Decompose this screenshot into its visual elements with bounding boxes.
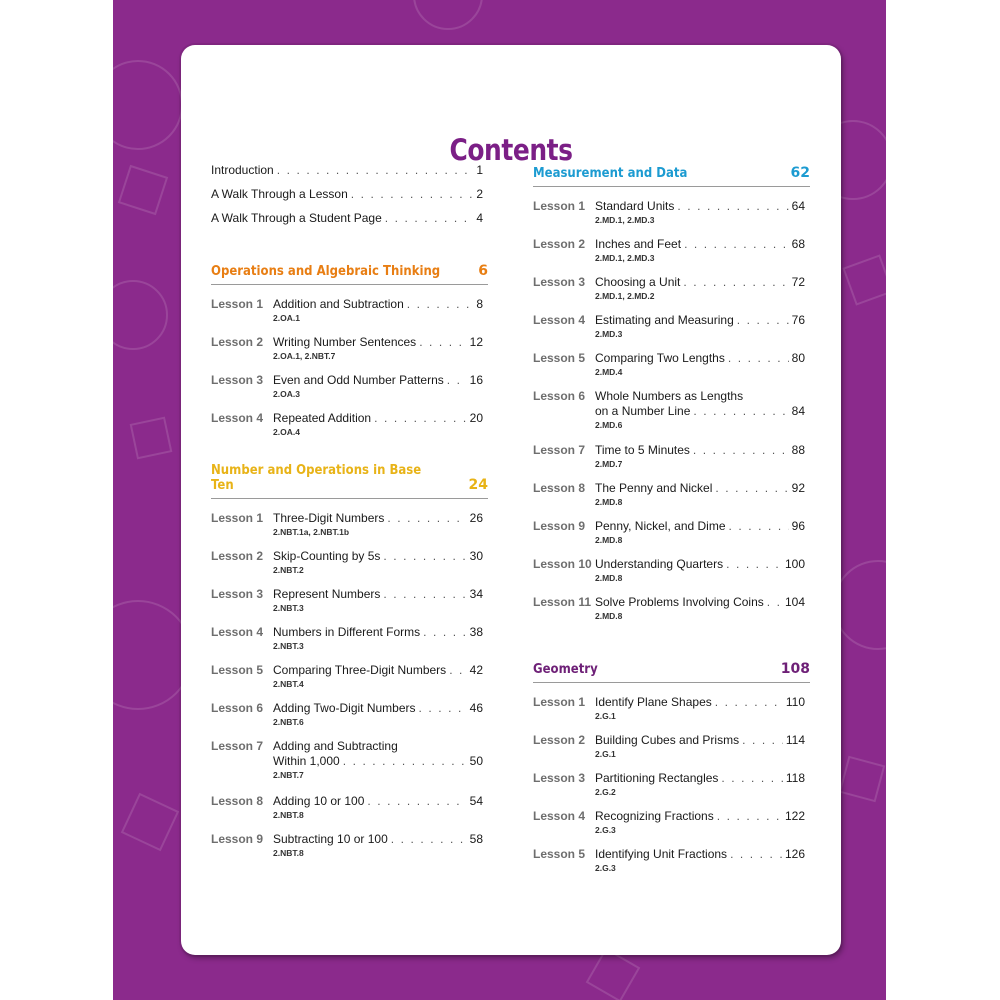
lesson-title-line xyxy=(595,557,805,572)
decorative-square-shape xyxy=(842,254,886,305)
lesson-page-number: 38 xyxy=(469,625,483,639)
lesson-text xyxy=(273,794,483,821)
lesson-standards: 2.MD.1, 2.MD.3 xyxy=(595,253,655,263)
lesson-text xyxy=(595,481,805,508)
lesson-text xyxy=(595,199,805,226)
lesson-page-number: 8 xyxy=(476,297,483,311)
lesson-title-line xyxy=(273,335,483,350)
dot-leader xyxy=(374,411,467,426)
lesson-number: Lesson 2 xyxy=(211,549,264,563)
lesson-title: Adding Two-Digit Numbers xyxy=(273,701,416,715)
lesson-title: Comparing Three-Digit Numbers xyxy=(273,663,447,677)
dot-leader xyxy=(683,275,788,290)
dot-leader xyxy=(677,199,788,214)
lesson-title: Building Cubes and Prisms xyxy=(595,733,740,747)
lesson-text xyxy=(273,832,483,859)
lesson-page-number: 126 xyxy=(784,847,805,861)
dot-leader xyxy=(387,511,466,526)
lesson-page-number: 114 xyxy=(785,733,805,747)
dot-leader xyxy=(423,625,466,640)
lesson-text xyxy=(595,557,805,584)
lesson-title: Subtracting 10 or 100 xyxy=(273,832,388,846)
lesson-standards: 2.MD.3 xyxy=(595,329,623,339)
dot-leader xyxy=(728,351,789,366)
lesson-page-number: 42 xyxy=(469,663,483,677)
lesson-title-line xyxy=(595,199,805,214)
lesson-standards: 2.MD.4 xyxy=(595,367,623,377)
dot-leader xyxy=(419,701,467,716)
toc-entry-walk-through-lesson[interactable]: A Walk Through a Lesson . . . 2 xyxy=(211,187,483,202)
lesson-title: Recognizing Fractions xyxy=(595,809,714,823)
lesson-page-number: 110 xyxy=(785,695,805,709)
lesson-standards: 2.G.3 xyxy=(595,863,616,873)
dot-leader xyxy=(693,404,788,419)
lesson-title: Three-Digit Numbers xyxy=(273,511,385,525)
lesson-standards: 2.NBT.3 xyxy=(273,641,304,651)
lesson-page-number: 100 xyxy=(784,557,805,571)
lesson-title-line xyxy=(273,832,483,847)
lesson-number: Lesson 4 xyxy=(211,625,264,639)
lesson-title: Repeated Addition xyxy=(273,411,372,425)
lesson-number: Lesson 4 xyxy=(211,411,264,425)
lesson-title: Identify Plane Shapes xyxy=(595,695,712,709)
lesson-text xyxy=(595,313,805,340)
lesson-standards: 2.NBT.7 xyxy=(273,770,304,780)
lesson-title: Standard Units xyxy=(595,199,675,213)
decorative-square-shape xyxy=(586,948,641,1000)
dot-leader xyxy=(684,237,789,252)
lesson-number: Lesson 6 xyxy=(533,389,586,403)
lesson-page-number: 80 xyxy=(791,351,805,365)
lesson-number: Lesson 4 xyxy=(533,313,586,327)
lesson-page-number: 72 xyxy=(791,275,805,289)
lesson-title-line xyxy=(595,595,805,610)
lesson-page-number: 122 xyxy=(784,809,805,823)
dot-leader xyxy=(385,211,474,226)
decorative-circle-shape xyxy=(113,280,168,350)
lesson-title: Writing Number Sentences xyxy=(273,335,417,349)
dot-leader xyxy=(407,297,474,312)
lesson-text xyxy=(595,443,805,470)
lesson-number: Lesson 3 xyxy=(211,587,264,601)
lesson-page-number: 12 xyxy=(469,335,483,349)
lesson-number: Lesson 1 xyxy=(211,297,264,311)
lesson-text xyxy=(595,771,805,798)
lesson-standards: 2.G.1 xyxy=(595,711,616,721)
lesson-number: Lesson 2 xyxy=(533,237,586,251)
lesson-standards: 2.MD.1, 2.MD.2 xyxy=(595,291,655,301)
lesson-text xyxy=(273,411,483,438)
lesson-text xyxy=(595,237,805,264)
lesson-standards: 2.MD.6 xyxy=(595,420,623,430)
lesson-number: Lesson 1 xyxy=(533,695,586,709)
lesson-standards: 2.G.2 xyxy=(595,787,616,797)
lesson-title-line xyxy=(273,511,483,526)
dot-leader xyxy=(277,163,474,178)
lesson-standards: 2.MD.8 xyxy=(595,611,623,621)
lesson-page-number: 20 xyxy=(469,411,483,425)
lesson-number: Lesson 3 xyxy=(533,275,586,289)
lesson-title: Time to 5 Minutes xyxy=(595,443,690,457)
lesson-standards: 2.MD.8 xyxy=(595,573,623,583)
lesson-title: Skip-Counting by 5s xyxy=(273,549,381,563)
lesson-title-line xyxy=(595,313,805,328)
toc-entry-introduction[interactable]: Introduction . . . 1 xyxy=(211,163,483,178)
lesson-standards: 2.NBT.2 xyxy=(273,565,304,575)
lesson-title-line xyxy=(595,695,805,710)
lesson-page-number: 50 xyxy=(469,754,483,768)
dot-leader xyxy=(449,663,466,678)
lesson-page-number: 88 xyxy=(791,443,805,457)
lesson-title: Identifying Unit Fractions xyxy=(595,847,728,861)
lesson-title: Addition and Subtraction xyxy=(273,297,404,311)
lesson-title-line1: Adding and Subtracting xyxy=(273,739,398,753)
lesson-text xyxy=(595,809,805,836)
lesson-standards: 2.MD.1, 2.MD.3 xyxy=(595,215,655,225)
dot-leader xyxy=(730,847,782,862)
lesson-title: Estimating and Measuring xyxy=(595,313,734,327)
lesson-title: on a Number Line xyxy=(595,404,691,418)
lesson-title: Understanding Quarters xyxy=(595,557,724,571)
toc-entry-walk-through-student-page[interactable]: A Walk Through a Student Page . . . 4 xyxy=(211,211,483,226)
lesson-number: Lesson 2 xyxy=(533,733,586,747)
decorative-square-shape xyxy=(121,793,179,851)
dot-leader xyxy=(383,549,466,564)
dot-leader xyxy=(742,733,783,748)
lesson-page-number: 96 xyxy=(791,519,805,533)
lesson-standards: 2.OA.3 xyxy=(273,389,300,399)
dot-leader xyxy=(383,587,466,602)
lesson-number: Lesson 1 xyxy=(211,511,264,525)
lesson-text xyxy=(273,701,483,728)
section-heading-geometry[interactable]: Geometry 108 xyxy=(533,659,810,683)
lesson-title-line xyxy=(273,549,483,564)
lesson-text xyxy=(595,595,805,622)
section-heading-base-ten[interactable]: Number and Operations in Base Ten 24 xyxy=(211,475,488,499)
lesson-title: Comparing Two Lengths xyxy=(595,351,725,365)
lesson-standards: 2.NBT.3 xyxy=(273,603,304,613)
lesson-title-line xyxy=(273,794,483,809)
decorative-circle-shape xyxy=(113,60,183,150)
lesson-title-line xyxy=(273,625,483,640)
lesson-title-line xyxy=(595,519,805,534)
dot-leader xyxy=(447,373,467,388)
lesson-page-number: 34 xyxy=(469,587,483,601)
lesson-title-line xyxy=(273,373,483,388)
lesson-text xyxy=(273,663,483,690)
lesson-text xyxy=(273,549,483,576)
lesson-text xyxy=(273,297,483,324)
lesson-title-line xyxy=(595,351,805,366)
lesson-text xyxy=(595,695,805,722)
lesson-title-line xyxy=(595,481,805,496)
lesson-number: Lesson 8 xyxy=(533,481,586,495)
lesson-standards: 2.OA.1 xyxy=(273,313,300,323)
lesson-page-number: 118 xyxy=(785,771,805,785)
lesson-page-number: 68 xyxy=(791,237,805,251)
lesson-standards: 2.OA.4 xyxy=(273,427,300,437)
lesson-title-line xyxy=(595,237,805,252)
lesson-number: Lesson 3 xyxy=(211,373,264,387)
lesson-standards: 2.MD.7 xyxy=(595,459,623,469)
lesson-number: Lesson 7 xyxy=(533,443,586,457)
dot-leader xyxy=(715,481,788,496)
lesson-title: Choosing a Unit xyxy=(595,275,681,289)
lesson-number: Lesson 1 xyxy=(533,199,586,213)
dot-leader xyxy=(729,519,789,534)
dot-leader xyxy=(726,557,782,572)
lesson-title-line xyxy=(595,771,805,786)
lesson-title: Even and Odd Number Patterns xyxy=(273,373,444,387)
lesson-title-line xyxy=(273,587,483,602)
dot-leader xyxy=(715,695,783,710)
dot-leader xyxy=(351,187,474,202)
lesson-text xyxy=(595,733,805,760)
lesson-title: Numbers in Different Forms xyxy=(273,625,421,639)
lesson-page-number: 84 xyxy=(791,404,805,418)
lesson-standards: 2.NBT.4 xyxy=(273,679,304,689)
dot-leader xyxy=(367,794,466,809)
decorative-square-shape xyxy=(130,417,173,460)
section-heading-operations[interactable]: Operations and Algebraic Thinking 6 xyxy=(211,261,488,285)
lesson-title-line xyxy=(273,411,483,426)
section-heading-measurement[interactable]: Measurement and Data 62 xyxy=(533,163,810,187)
dot-leader xyxy=(419,335,466,350)
lesson-number: Lesson 9 xyxy=(533,519,586,533)
lesson-standards: 2.NBT.6 xyxy=(273,717,304,727)
lesson-title: The Penny and Nickel xyxy=(595,481,713,495)
lesson-text xyxy=(273,587,483,614)
dot-leader xyxy=(767,595,782,610)
lesson-title-line xyxy=(273,297,483,312)
lesson-text xyxy=(595,519,805,546)
page-title: Contents xyxy=(449,133,573,167)
lesson-title: Adding 10 or 100 xyxy=(273,794,365,808)
lesson-number: Lesson 5 xyxy=(533,847,586,861)
lesson-title-line xyxy=(595,404,805,419)
lesson-number: Lesson 5 xyxy=(533,351,586,365)
lesson-text xyxy=(595,275,805,302)
lesson-number: Lesson 11 xyxy=(533,595,592,609)
dot-leader xyxy=(717,809,782,824)
dot-leader xyxy=(721,771,782,786)
lesson-title-line xyxy=(595,809,805,824)
lesson-page-number: 58 xyxy=(469,832,483,846)
dot-leader xyxy=(391,832,467,847)
dot-leader xyxy=(693,443,789,458)
lesson-number: Lesson 3 xyxy=(533,771,586,785)
lesson-standards: 2.G.3 xyxy=(595,825,616,835)
lesson-title: Within 1,000 xyxy=(273,754,340,768)
lesson-title: Solve Problems Involving Coins xyxy=(595,595,764,609)
lesson-text xyxy=(595,847,805,874)
lesson-text xyxy=(273,335,483,362)
lesson-text xyxy=(273,625,483,652)
lesson-page-number: 76 xyxy=(791,313,805,327)
lesson-title-line xyxy=(273,663,483,678)
lesson-page-number: 92 xyxy=(791,481,805,495)
lesson-text xyxy=(595,351,805,378)
lesson-number: Lesson 5 xyxy=(211,663,264,677)
decorative-circle-shape xyxy=(413,0,483,30)
decorative-square-shape xyxy=(118,165,168,215)
lesson-text xyxy=(273,373,483,400)
lesson-title: Represent Numbers xyxy=(273,587,381,601)
lesson-page-number: 54 xyxy=(469,794,483,808)
lesson-page-number: 16 xyxy=(469,373,483,387)
lesson-standards: 2.MD.8 xyxy=(595,497,623,507)
lesson-standards: 2.G.1 xyxy=(595,749,616,759)
decorative-square-shape xyxy=(839,756,886,803)
lesson-number: Lesson 4 xyxy=(533,809,586,823)
lesson-standards: 2.MD.8 xyxy=(595,535,623,545)
lesson-number: Lesson 7 xyxy=(211,739,264,753)
lesson-standards: 2.NBT.1a, 2.NBT.1b xyxy=(273,527,350,537)
lesson-page-number: 64 xyxy=(791,199,805,213)
lesson-title-line xyxy=(595,275,805,290)
lesson-title-line xyxy=(273,754,483,769)
lesson-number: Lesson 8 xyxy=(211,794,264,808)
lesson-title-line xyxy=(273,701,483,716)
lesson-standards: 2.NBT.8 xyxy=(273,810,304,820)
lesson-title-line xyxy=(595,443,805,458)
lesson-title-line1: Whole Numbers as Lengths xyxy=(595,389,744,403)
lesson-page-number: 46 xyxy=(469,701,483,715)
lesson-page-number: 104 xyxy=(784,595,805,609)
lesson-number: Lesson 9 xyxy=(211,832,264,846)
lesson-title-line xyxy=(595,733,805,748)
lesson-standards: 2.NBT.8 xyxy=(273,848,304,858)
lesson-text xyxy=(273,739,483,781)
lesson-number: Lesson 2 xyxy=(211,335,264,349)
dot-leader xyxy=(737,313,789,328)
dot-leader xyxy=(343,754,467,769)
lesson-title: Penny, Nickel, and Dime xyxy=(595,519,726,533)
lesson-text xyxy=(595,389,805,431)
lesson-title-line xyxy=(595,847,805,862)
lesson-title: Inches and Feet xyxy=(595,237,682,251)
contents-page xyxy=(181,45,841,955)
lesson-number: Lesson 6 xyxy=(211,701,264,715)
lesson-title: Partitioning Rectangles xyxy=(595,771,719,785)
lesson-page-number: 30 xyxy=(469,549,483,563)
lesson-standards: 2.OA.1, 2.NBT.7 xyxy=(273,351,336,361)
lesson-page-number: 26 xyxy=(469,511,483,525)
lesson-number: Lesson 10 xyxy=(533,557,592,571)
lesson-text xyxy=(273,511,483,538)
